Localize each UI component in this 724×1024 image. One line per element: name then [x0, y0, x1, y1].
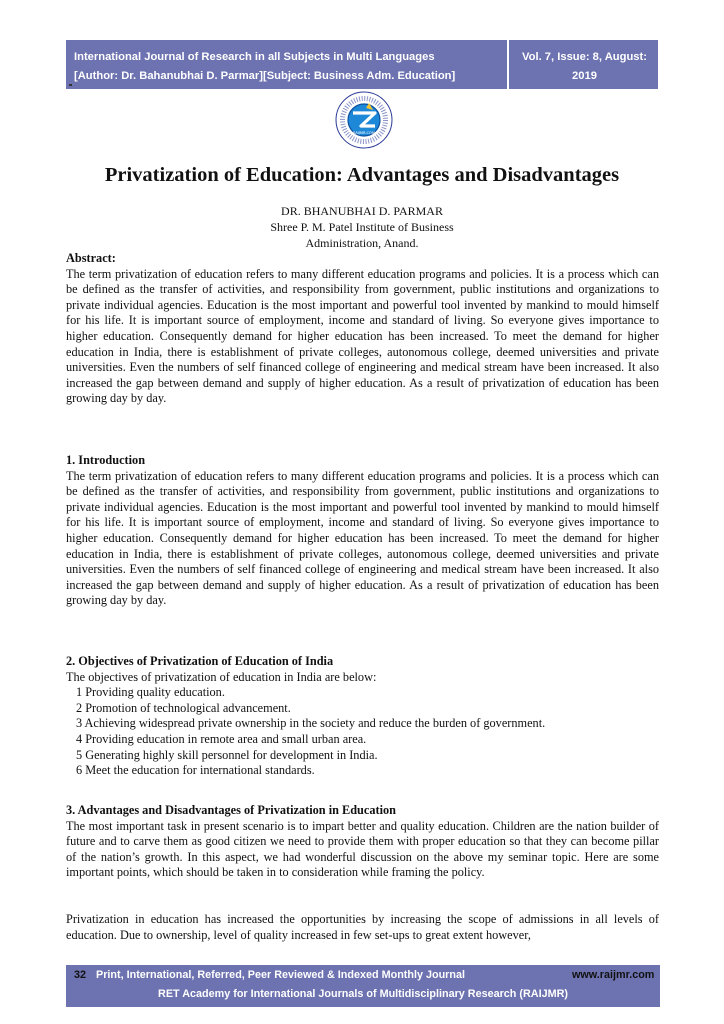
list-item: 4 Providing education in remote area and small urban area. — [76, 731, 367, 746]
header-right — [507, 40, 660, 101]
advantages-section — [66, 803, 659, 881]
advantages-paragraph-2: Privatization in education has increased the opportunities by increasing the scope of admissions in all levels of education. Due to ownership, level of quality increased in few set-ups to great extent however, — [66, 912, 659, 942]
objectives-section — [66, 654, 659, 779]
stray-mark — [69, 84, 72, 86]
list-item: 6 Meet the education for international standards. — [76, 763, 315, 778]
abstract-heading: Abstract: — [66, 251, 116, 265]
publisher-name: RET Academy for International Journals of Multidisciplinary Research (RAIJMR) — [158, 988, 568, 1000]
advantages-continued — [66, 912, 659, 943]
list-item: 1 Providing quality education. — [76, 685, 225, 700]
journal-footer — [66, 965, 660, 1007]
volume-issue: Vol. 7, Issue: 8, August: 2019 — [522, 51, 647, 82]
abstract-text: The term privatization of education refers to many different education programs and policies. It is a process which can be defined as the transfer of activities, and responsibility from government, public institutions and organizations to private individual agencies. Education is the most important and powerful tool invented by mankind to mould himself for his life. It is important source of employment, income and standard of living. So everyone gives importance to higher education. Consequently demand for higher education has been increased. To meet the demand for higher education in India, there is establishment of private colleges, autonomous college, deemed universities and private universities. Even the numbers of self financed college of engineering and medical stream have been increased. It also increased the gap between demand and supply of higher education. As a result of privatization of education has been growing day by day. — [66, 266, 659, 406]
advantages-heading: 3. Advantages and Disadvantages of Privatization in Education — [66, 803, 397, 817]
footer-description: Print, International, Referred, Peer Reviewed & Indexed Monthly Journal — [96, 969, 465, 981]
paper-title: Privatization of Education: Advantages and Disadvantages — [104, 164, 620, 186]
author-block — [200, 203, 524, 251]
abstract-section — [66, 251, 659, 407]
author-affiliation-1: Shree P. M. Patel Institute of Business — [270, 220, 454, 234]
logo-text: RAIJMR.COM — [353, 131, 375, 135]
objectives-heading: 2. Objectives of Privatization of Education of India — [66, 654, 334, 668]
author-name: DR. BHANUBHAI D. PARMAR — [281, 204, 443, 218]
page-number: 32 — [74, 969, 87, 981]
journal-name: International Journal of Research in all Subjects in Multi Languages — [74, 51, 435, 63]
website-url: www.raijmr.com — [572, 969, 655, 981]
raijmr-logo — [335, 91, 393, 149]
objectives-lead: The objectives of privatization of education in India are below: — [66, 669, 377, 684]
list-item: 2 Promotion of technological advancement. — [76, 700, 291, 715]
introduction-text: The term privatization of education refers to many different education programs and policies. It is a process which can be defined as the transfer of activities, and responsibility from government, public institutions and organizations to private individual agencies. Education is the most important and powerful tool invented by mankind to mould himself for his life. It is important source of employment, income and standard of living. So everyone gives importance to higher education. Consequently demand for higher education has been increased. To meet the demand for higher education in India, there is establishment of private colleges, autonomous college, deemed universities and private universities. Even the numbers of self financed college of engineering and medical stream have been increased. It also increased the gap between demand and supply of higher education. As a result of privatization of education has been growing day by day. — [66, 468, 659, 608]
introduction-section — [66, 453, 659, 609]
author-subject: [Author: Dr. Bahanubhai D. Parmar][Subject: Business Adm. Education] — [74, 70, 456, 82]
advantages-paragraph-1: The most important task in present scenario is to impart better and quality education. Children are the nation builder of future and to carve them as good citizen we need to provide them with proper education so that they can become pillar of the nation’s growth. In this aspect, we had wonderful discussion on the above my seminar topic. Here are some important points, which should be taken in to consideration while framing the policy. — [66, 818, 659, 880]
list-item: 3 Achieving widespread private ownership in the society and reduce the burden of government. — [76, 716, 546, 731]
author-affiliation-2: Administration, Anand. — [305, 236, 419, 250]
issn: (IJRSML) ISSN: 2321 - 2853 — [512, 89, 657, 101]
journal-header — [66, 40, 658, 101]
introduction-heading: 1. Introduction — [66, 453, 146, 467]
header-left — [74, 48, 455, 86]
objectives-list — [66, 685, 659, 779]
list-item: 5 Generating highly skill personnel for development in India. — [76, 747, 378, 762]
